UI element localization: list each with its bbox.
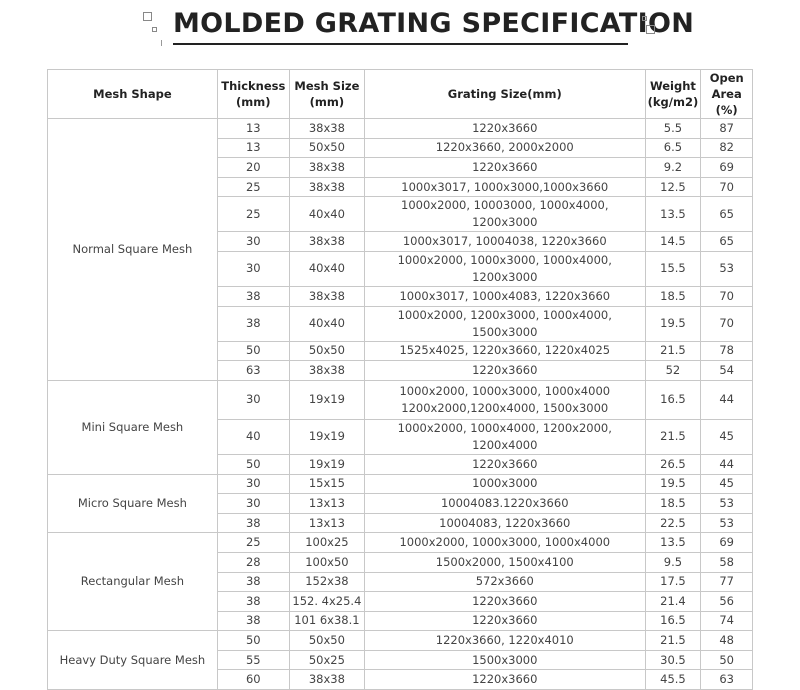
grating-size-line: 1220x3660 [472, 593, 538, 608]
grating-size-line: 1000x2000, 1200x3000, 1000x4000, 1500x3000 [397, 307, 612, 339]
weight-cell: 13.5 [645, 197, 701, 232]
weight-cell: 16.5 [645, 611, 701, 631]
header-thickness-unit: (mm) [236, 95, 271, 109]
grating-size-cell [365, 119, 645, 139]
thickness-cell: 30 [217, 251, 289, 286]
mesh-size-cell: 40x40 [289, 251, 364, 286]
grating-size-line: 1000x2000, 1000x3000, 1000x4000 [399, 383, 611, 398]
open-area-cell: 53 [701, 251, 753, 286]
open-area-cell: 45 [701, 419, 753, 454]
header-mesh-size-label: Mesh Size [294, 79, 360, 93]
grating-size-cell [365, 592, 645, 612]
mesh-size-cell: 100x50 [289, 552, 364, 572]
mesh-size-cell: 100x25 [289, 533, 364, 553]
grating-size-cell [365, 631, 645, 651]
grating-size-cell [365, 138, 645, 158]
mesh-size-cell: 38x38 [289, 286, 364, 306]
grating-size-line: 1220x3660 [472, 672, 538, 687]
grating-size-line: 1220x3660 [472, 456, 538, 471]
open-area-cell: 58 [701, 552, 753, 572]
grating-size-line: 1220x3660 [472, 362, 538, 377]
thickness-cell: 50 [217, 454, 289, 474]
open-area-cell: 70 [701, 306, 753, 341]
header-mesh-size-unit: (mm) [309, 95, 345, 109]
mesh-size-cell: 13x13 [289, 494, 364, 514]
thickness-cell: 25 [217, 177, 289, 197]
open-area-cell: 69 [701, 158, 753, 178]
weight-cell: 13.5 [645, 533, 701, 553]
grating-size-line: 1500x2000, 1500x4100 [435, 554, 574, 569]
grating-size-line: 1000x3000 [472, 476, 538, 491]
table-row [48, 119, 753, 139]
open-area-cell: 56 [701, 592, 753, 612]
mesh-size-cell: 101 6x38.1 [289, 611, 364, 631]
open-area-cell: 77 [701, 572, 753, 592]
open-area-cell: 78 [701, 341, 753, 361]
weight-cell: 21.5 [645, 631, 701, 651]
mesh-size-cell: 50x25 [289, 650, 364, 670]
weight-cell: 6.5 [645, 138, 701, 158]
grating-size-line: 1220x3660, 1220x4010 [435, 633, 574, 648]
weight-cell: 18.5 [645, 286, 701, 306]
mesh-size-cell: 38x38 [289, 232, 364, 252]
grating-size-cell [365, 177, 645, 197]
page-title: MOLDED GRATING SPECIFICATION [173, 8, 695, 39]
mesh-size-cell: 50x50 [289, 341, 364, 361]
grating-size-line: 1220x3660 [472, 613, 538, 628]
weight-cell: 22.5 [645, 513, 701, 533]
grating-size-line: 1000x2000, 10003000, 1000x4000, 1200x3000 [401, 198, 609, 230]
grating-size-line: 1000x3017, 1000x4083, 1220x3660 [399, 288, 611, 303]
open-area-cell: 82 [701, 138, 753, 158]
grating-size-cell [365, 232, 645, 252]
thickness-cell: 13 [217, 119, 289, 139]
weight-cell: 9.2 [645, 158, 701, 178]
mesh-size-cell: 19x19 [289, 380, 364, 419]
grating-size-cell [365, 552, 645, 572]
open-area-cell: 45 [701, 474, 753, 494]
open-area-cell: 74 [701, 611, 753, 631]
thickness-cell: 60 [217, 670, 289, 690]
open-area-cell: 50 [701, 650, 753, 670]
mesh-size-cell: 38x38 [289, 177, 364, 197]
weight-cell: 30.5 [645, 650, 701, 670]
grating-size-line: 1220x3660 [472, 120, 538, 135]
grating-size-cell [365, 286, 645, 306]
grating-size-cell [365, 341, 645, 361]
grating-size-line: 1200x2000,1200x4000, 1500x3000 [401, 400, 609, 415]
table-row [48, 631, 753, 651]
open-area-cell: 65 [701, 197, 753, 232]
header-open-area-unit: (%) [715, 103, 738, 117]
grating-size-cell [365, 474, 645, 494]
thickness-cell: 20 [217, 158, 289, 178]
specification-table [47, 69, 753, 690]
header-weight-unit: (kg/m2) [647, 95, 699, 109]
thickness-cell: 38 [217, 572, 289, 592]
grating-size-cell [365, 158, 645, 178]
thickness-cell: 38 [217, 592, 289, 612]
grating-size-line: 1220x3660, 2000x2000 [435, 140, 574, 155]
open-area-cell: 69 [701, 533, 753, 553]
open-area-cell: 70 [701, 286, 753, 306]
weight-cell: 12.5 [645, 177, 701, 197]
grating-size-cell [365, 419, 645, 454]
grating-size-cell [365, 454, 645, 474]
grating-size-cell [365, 533, 645, 553]
title-divider [161, 40, 162, 46]
weight-cell: 19.5 [645, 306, 701, 341]
header-weight-label: Weight [649, 79, 696, 93]
grating-size-line: 1220x3660 [472, 159, 538, 174]
thickness-cell: 38 [217, 611, 289, 631]
thickness-cell: 50 [217, 341, 289, 361]
open-area-cell: 65 [701, 232, 753, 252]
thickness-cell: 40 [217, 419, 289, 454]
mesh-size-cell: 19x19 [289, 454, 364, 474]
weight-cell: 19.5 [645, 474, 701, 494]
grating-size-line: 10004083, 1220x3660 [439, 515, 571, 530]
thickness-cell: 50 [217, 631, 289, 651]
weight-cell: 5.5 [645, 119, 701, 139]
weight-cell: 26.5 [645, 454, 701, 474]
open-area-cell: 44 [701, 454, 753, 474]
title-area [0, 0, 800, 60]
table-row [48, 380, 753, 419]
thickness-cell: 30 [217, 474, 289, 494]
weight-cell: 45.5 [645, 670, 701, 690]
decorative-squares-right-icon [642, 16, 658, 38]
mesh-size-cell: 38x38 [289, 119, 364, 139]
header-thickness [217, 70, 289, 119]
grating-size-cell [365, 611, 645, 631]
thickness-cell: 13 [217, 138, 289, 158]
grating-size-line: 10004083.1220x3660 [440, 495, 569, 510]
mesh-size-cell: 13x13 [289, 513, 364, 533]
open-area-cell: 54 [701, 361, 753, 381]
grating-size-line: 1525x4025, 1220x3660, 1220x4025 [399, 343, 611, 358]
weight-cell: 18.5 [645, 494, 701, 514]
weight-cell: 21.4 [645, 592, 701, 612]
open-area-cell: 53 [701, 513, 753, 533]
open-area-cell: 70 [701, 177, 753, 197]
thickness-cell: 28 [217, 552, 289, 572]
open-area-cell: 44 [701, 380, 753, 419]
mesh-size-cell: 40x40 [289, 306, 364, 341]
header-mesh-size [289, 70, 364, 119]
weight-cell: 17.5 [645, 572, 701, 592]
thickness-cell: 25 [217, 533, 289, 553]
table-header-row [48, 70, 753, 119]
thickness-cell: 38 [217, 286, 289, 306]
thickness-cell: 38 [217, 513, 289, 533]
header-open-area-label: Open Area [709, 71, 744, 101]
grating-size-cell [365, 670, 645, 690]
grating-size-cell [365, 306, 645, 341]
open-area-cell: 63 [701, 670, 753, 690]
thickness-cell: 30 [217, 494, 289, 514]
grating-size-line: 1000x3017, 10004038, 1220x3660 [402, 234, 607, 249]
weight-cell: 21.5 [645, 419, 701, 454]
grating-size-cell [365, 650, 645, 670]
mesh-size-cell: 50x50 [289, 631, 364, 651]
grating-size-line: 1000x2000, 1000x3000, 1000x4000, 1200x3000 [397, 252, 612, 284]
table-row [48, 533, 753, 553]
thickness-cell: 38 [217, 306, 289, 341]
weight-cell: 16.5 [645, 380, 701, 419]
header-grating-size: Grating Size(mm) [365, 70, 645, 119]
thickness-cell: 30 [217, 380, 289, 419]
thickness-cell: 55 [217, 650, 289, 670]
mesh-size-cell: 40x40 [289, 197, 364, 232]
grating-size-line: 1000x3017, 1000x3000,1000x3660 [401, 179, 609, 194]
grating-size-cell [365, 251, 645, 286]
mesh-size-cell: 152x38 [289, 572, 364, 592]
mesh-shape-cell: Mini Square Mesh [48, 380, 218, 474]
weight-cell: 21.5 [645, 341, 701, 361]
open-area-cell: 53 [701, 494, 753, 514]
mesh-size-cell: 152. 4x25.4 [289, 592, 364, 612]
weight-cell: 9.5 [645, 552, 701, 572]
mesh-size-cell: 19x19 [289, 419, 364, 454]
mesh-shape-cell: Heavy Duty Square Mesh [48, 631, 218, 690]
decorative-squares-left-icon [143, 12, 159, 34]
thickness-cell: 25 [217, 197, 289, 232]
mesh-shape-cell: Normal Square Mesh [48, 119, 218, 381]
grating-size-cell [365, 513, 645, 533]
title-underline [173, 43, 628, 45]
grating-size-cell [365, 380, 645, 419]
grating-size-cell [365, 197, 645, 232]
mesh-shape-cell: Rectangular Mesh [48, 533, 218, 631]
grating-size-line: 572x3660 [475, 574, 534, 589]
header-mesh-shape: Mesh Shape [48, 70, 218, 119]
weight-cell: 14.5 [645, 232, 701, 252]
header-open-area [701, 70, 753, 119]
open-area-cell: 87 [701, 119, 753, 139]
mesh-size-cell: 50x50 [289, 138, 364, 158]
mesh-size-cell: 38x38 [289, 158, 364, 178]
thickness-cell: 63 [217, 361, 289, 381]
header-weight [645, 70, 701, 119]
mesh-size-cell: 38x38 [289, 670, 364, 690]
grating-size-line: 1000x2000, 1000x3000, 1000x4000 [399, 535, 611, 550]
weight-cell: 52 [645, 361, 701, 381]
grating-size-cell [365, 494, 645, 514]
open-area-cell: 48 [701, 631, 753, 651]
weight-cell: 15.5 [645, 251, 701, 286]
mesh-shape-cell: Micro Square Mesh [48, 474, 218, 533]
grating-size-line: 1500x3000 [472, 652, 538, 667]
mesh-size-cell: 15x15 [289, 474, 364, 494]
table-body [48, 119, 753, 690]
mesh-size-cell: 38x38 [289, 361, 364, 381]
thickness-cell: 30 [217, 232, 289, 252]
header-thickness-label: Thickness [221, 79, 286, 93]
table-row [48, 474, 753, 494]
grating-size-cell [365, 572, 645, 592]
grating-size-line: 1000x2000, 1000x4000, 1200x2000, 1200x4000 [397, 420, 612, 452]
grating-size-cell [365, 361, 645, 381]
